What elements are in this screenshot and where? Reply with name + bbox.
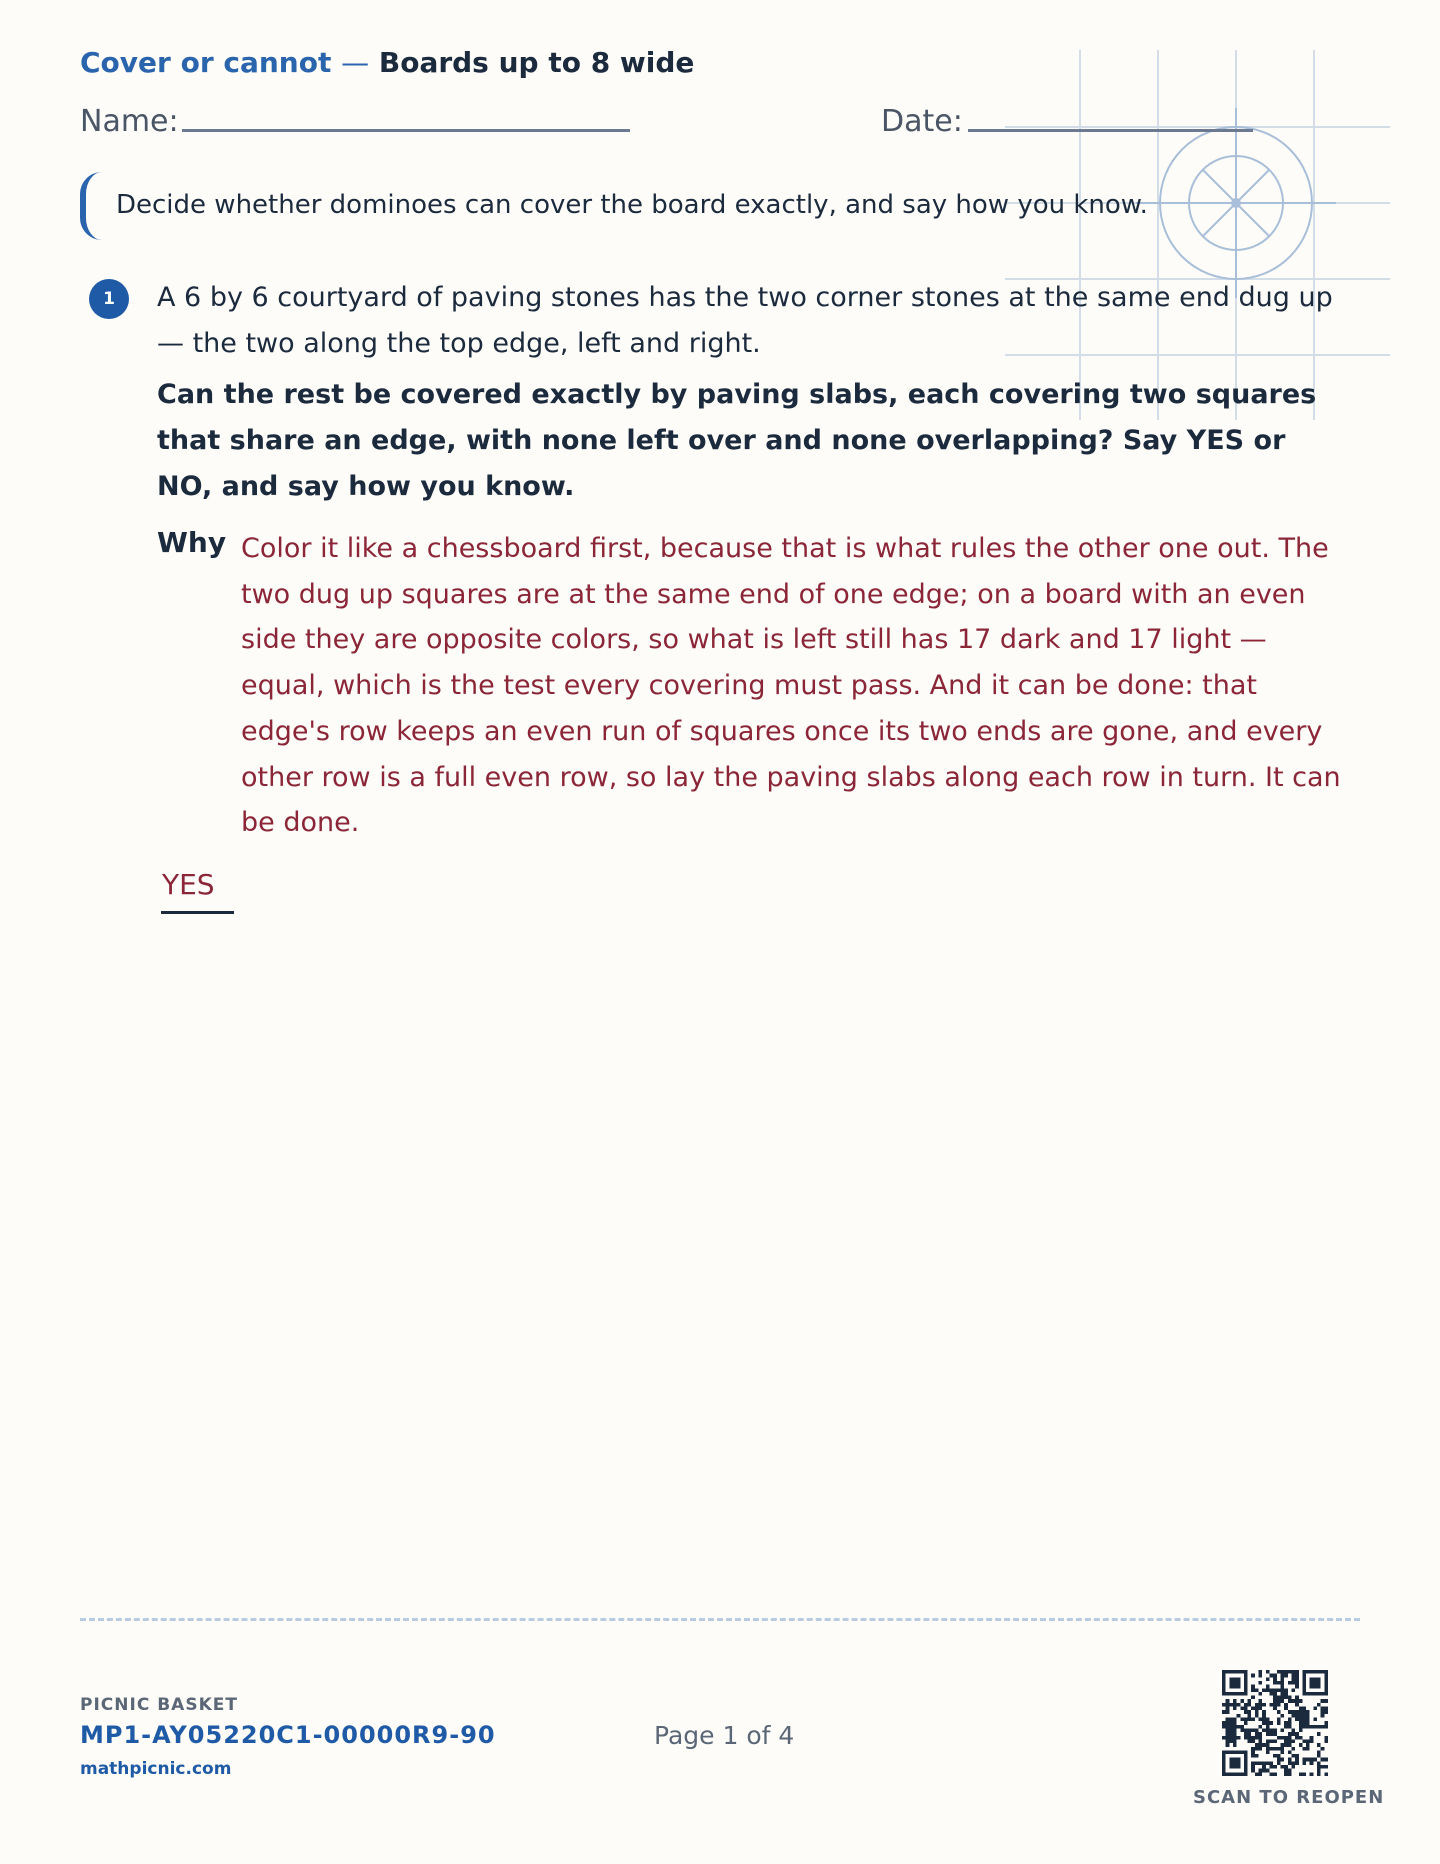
name-field-line[interactable] [182,129,630,132]
question-number-badge: 1 [89,279,129,319]
question-ask: Can the rest be covered exactly by paving slabs, each covering two squares that share an edge, with none left over and none overlapping? Say YES or NO, and say how you know. [157,379,1317,502]
answer-text: YES [162,868,215,901]
question-prompt: A 6 by 6 courtyard of paving stones has the two corner stones at the same end dug up — the two along the top edge, left and right. [157,282,1333,359]
instruction-callout [80,172,1146,240]
why-label: Why [157,526,227,559]
basket-label: PICNIC BASKET [80,1695,238,1715]
qr-code-icon[interactable] [1222,1670,1328,1776]
worksheet-subtitle: Boards up to 8 wide [378,46,695,79]
footer-divider [80,1618,1360,1621]
title-separator: — [341,46,370,79]
page-title [80,46,694,79]
date-label: Date: [881,104,963,139]
why-explanation: Color it like a chessboard first, because that is what rules the other one out. The two dug up squares are at the same end of one edge; on a board with an even side they are opposite colors, so what is left still has 17 dark and 17 light — equal, which is the test every covering must pass. And it can be done: that edge's row keeps an even run of squares once its two ends are gone, and every other row is a full even row, so lay the paving slabs along each row in turn. It can be done. [241,533,1341,839]
answer-line [161,911,234,914]
basket-code: MP1-AY05220C1-00000R9-90 [80,1721,496,1749]
scan-to-reopen-label: SCAN TO REOPEN [1193,1787,1385,1808]
site-link[interactable]: mathpicnic.com [80,1759,232,1779]
name-label: Name: [80,104,179,139]
instruction-text: Decide whether dominoes can cover the board exactly, and say how you know. [116,190,1148,220]
worksheet-brand: Cover or cannot [80,46,332,79]
page-number: Page 1 of 4 [654,1721,795,1750]
date-field-line[interactable] [968,129,1253,132]
